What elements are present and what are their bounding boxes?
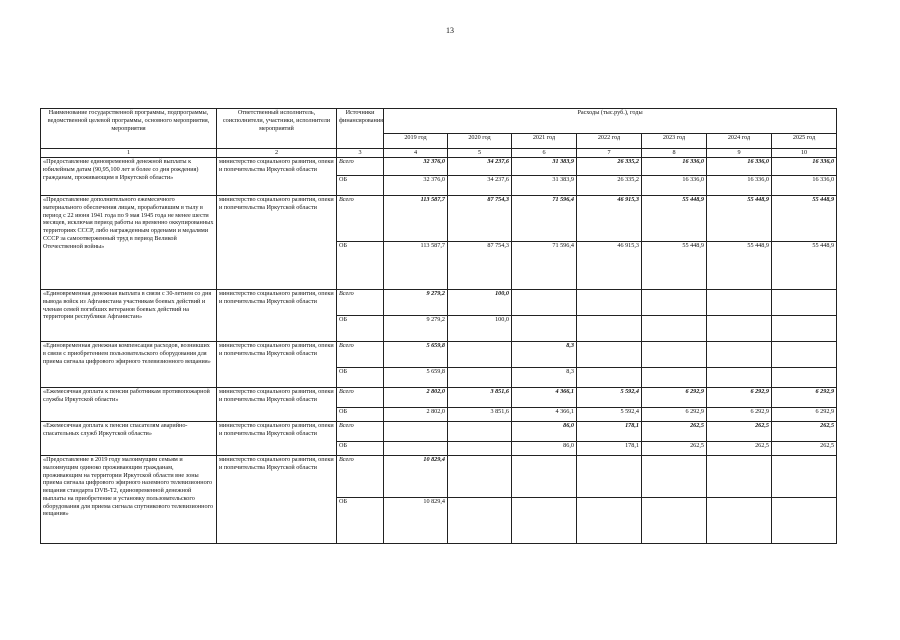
page-number: 13: [446, 26, 454, 35]
ob-value: [772, 316, 837, 342]
source-total-label: Всего: [337, 342, 384, 368]
header-column-number: 7: [577, 149, 642, 158]
total-value: [512, 456, 577, 498]
header-year: 2022 год: [577, 134, 642, 149]
total-value: 55 448,9: [772, 196, 837, 242]
ob-value: 4 366,1: [512, 408, 577, 422]
ob-value: [772, 368, 837, 388]
ob-value: 5 592,4: [577, 408, 642, 422]
total-value: 55 448,9: [707, 196, 772, 242]
ob-value: [384, 442, 448, 456]
ob-value: 262,5: [707, 442, 772, 456]
table-row: [41, 158, 837, 176]
table-row: [41, 388, 837, 408]
ob-value: 55 448,9: [642, 242, 707, 290]
total-value: 113 587,7: [384, 196, 448, 242]
total-value: 9 279,2: [384, 290, 448, 316]
total-value: [448, 456, 512, 498]
ob-value: 8,3: [512, 368, 577, 388]
header-year: 2021 год: [512, 134, 577, 149]
total-value: [577, 342, 642, 368]
total-value: [448, 342, 512, 368]
total-value: 2 802,0: [384, 388, 448, 408]
ob-value: 16 336,0: [642, 176, 707, 196]
total-value: 6 292,9: [772, 388, 837, 408]
total-value: [772, 456, 837, 498]
total-value: 10 829,4: [384, 456, 448, 498]
ob-value: 26 335,2: [577, 176, 642, 196]
source-ob-label: ОБ: [337, 316, 384, 342]
ob-value: [448, 498, 512, 544]
ob-value: 178,1: [577, 442, 642, 456]
total-value: [512, 290, 577, 316]
total-value: 262,5: [772, 422, 837, 442]
header-column-number: 9: [707, 149, 772, 158]
program-name: «Ежемесячная доплата к пенсии работникам противопожарной службы Иркутской области»: [41, 388, 217, 422]
ob-value: [642, 316, 707, 342]
total-value: 34 237,6: [448, 158, 512, 176]
total-value: 262,5: [707, 422, 772, 442]
ob-value: 6 292,9: [642, 408, 707, 422]
total-value: [707, 290, 772, 316]
ob-value: 6 292,9: [772, 408, 837, 422]
ob-value: [577, 368, 642, 388]
table-row: [41, 196, 837, 242]
header-program-name: Наименование государственной программы, подпрограммы, ведомственной целевой программы, основного мероприятия, мероприятия: [41, 109, 217, 149]
ob-value: 9 279,2: [384, 316, 448, 342]
total-value: [577, 290, 642, 316]
header-column-number: 4: [384, 149, 448, 158]
program-name: «Единовременная денежная компенсация расходов, возникших в связи с приобретением пользовательского оборудования для приема сигнала цифрового эфирного телевизионного вещания»: [41, 342, 217, 388]
source-total-label: Всего: [337, 290, 384, 316]
total-value: 4 366,1: [512, 388, 577, 408]
header-column-number: 2: [217, 149, 337, 158]
total-value: [707, 456, 772, 498]
ob-value: [707, 316, 772, 342]
ob-value: [642, 498, 707, 544]
header-executor: Ответственный исполнитель, соисполнители, участники, исполнители мероприятий: [217, 109, 337, 149]
total-value: 5 592,4: [577, 388, 642, 408]
executor: министерство социального развития, опеки и попечительства Иркутской области: [217, 196, 337, 290]
source-ob-label: ОБ: [337, 442, 384, 456]
ob-value: [512, 316, 577, 342]
ob-value: 262,5: [642, 442, 707, 456]
ob-value: 113 587,7: [384, 242, 448, 290]
header-expenses: Расходы (тыс.руб.), годы: [384, 109, 837, 134]
ob-value: 6 292,9: [707, 408, 772, 422]
source-total-label: Всего: [337, 388, 384, 408]
total-value: 6 292,9: [707, 388, 772, 408]
source-total-label: Всего: [337, 456, 384, 498]
total-value: 16 336,0: [772, 158, 837, 176]
ob-value: 2 802,0: [384, 408, 448, 422]
total-value: 8,3: [512, 342, 577, 368]
ob-value: 55 448,9: [772, 242, 837, 290]
ob-value: [642, 368, 707, 388]
source-ob-label: ОБ: [337, 176, 384, 196]
header-column-number: 5: [448, 149, 512, 158]
program-name: «Предоставление дополнительного ежемесячного материального обеспечения лицам, проработавшим в тылу в период с 22 июня 1941 года по 9 мая 1945 года не менее шести месяцев, исключая период работы на временно оккупированных территориях СССР, либо награжденным орденами и медалями СССР за самоотверженный труд в период Великой Отечественной войны»: [41, 196, 217, 290]
ob-value: [577, 498, 642, 544]
source-ob-label: ОБ: [337, 498, 384, 544]
total-value: 6 292,9: [642, 388, 707, 408]
source-ob-label: ОБ: [337, 408, 384, 422]
ob-value: 16 336,0: [707, 176, 772, 196]
source-ob-label: ОБ: [337, 242, 384, 290]
ob-value: [707, 498, 772, 544]
table-row: [41, 290, 837, 316]
program-name: «Предоставление в 2019 году малоимущим семьям и малоимущим одиноко проживающим гражданам, проживающим на территории Иркутской области вне зоны приема сигнала цифрового эфирного наземного телевизионного вещания стандарта DVB-T2, единовременной денежной выплаты на приобретение и установку пользовательского оборудования для приема сигнала спутникового телевизионного вещания»: [41, 456, 217, 544]
source-total-label: Всего: [337, 158, 384, 176]
header-column-number: 6: [512, 149, 577, 158]
total-value: 55 448,9: [642, 196, 707, 242]
total-value: [642, 290, 707, 316]
ob-value: 262,5: [772, 442, 837, 456]
total-value: [448, 422, 512, 442]
total-value: 31 383,9: [512, 158, 577, 176]
total-value: 16 336,0: [707, 158, 772, 176]
program-name: «Ежемесячная доплата к пенсии спасателям аварийно-спасательных служб Иркутской области»: [41, 422, 217, 456]
source-ob-label: ОБ: [337, 368, 384, 388]
total-value: [642, 342, 707, 368]
total-value: [384, 422, 448, 442]
total-value: 100,0: [448, 290, 512, 316]
ob-value: [577, 316, 642, 342]
ob-value: 16 336,0: [772, 176, 837, 196]
total-value: 16 336,0: [642, 158, 707, 176]
header-year: 2023 год: [642, 134, 707, 149]
ob-value: 87 754,3: [448, 242, 512, 290]
source-total-label: Всего: [337, 422, 384, 442]
ob-value: [772, 498, 837, 544]
ob-value: 46 915,3: [577, 242, 642, 290]
executor: министерство социального развития, опеки и попечительства Иркутской области: [217, 456, 337, 544]
header-column-number: 8: [642, 149, 707, 158]
ob-value: 71 596,4: [512, 242, 577, 290]
ob-value: [448, 442, 512, 456]
ob-value: 86,0: [512, 442, 577, 456]
header-column-number: 3: [337, 149, 384, 158]
header-year: 2024 год: [707, 134, 772, 149]
program-name: «Единовременная денежная выплата в связи с 30-летием со дня вывода войск из Афганистана участникам боевых действий и членам семей погибших ветеранов боевых действий на территории республики Афганистан»: [41, 290, 217, 342]
executor: министерство социального развития, опеки и попечительства Иркутской области: [217, 158, 337, 196]
executor: министерство социального развития, опеки и попечительства Иркутской области: [217, 290, 337, 342]
table-row: [41, 422, 837, 442]
total-value: 46 915,3: [577, 196, 642, 242]
total-value: [577, 456, 642, 498]
ob-value: 10 829,4: [384, 498, 448, 544]
total-value: 87 754,3: [448, 196, 512, 242]
budget-table: [40, 108, 837, 544]
ob-value: 34 237,6: [448, 176, 512, 196]
header-year: 2019 год: [384, 134, 448, 149]
header-year: 2025 год: [772, 134, 837, 149]
source-total-label: Всего: [337, 196, 384, 242]
executor: министерство социального развития, опеки и попечительства Иркутской области: [217, 422, 337, 456]
program-name: «Предоставление единовременной денежной выплаты к юбилейным датам (90,95,100 лет и более со дня рождения) гражданам, проживающим в Иркутской области»: [41, 158, 217, 196]
header-column-number: 10: [772, 149, 837, 158]
table-row: [41, 456, 837, 498]
total-value: 262,5: [642, 422, 707, 442]
total-value: [642, 456, 707, 498]
ob-value: [448, 368, 512, 388]
total-value: 3 851,6: [448, 388, 512, 408]
total-value: 5 659,8: [384, 342, 448, 368]
total-value: [707, 342, 772, 368]
executor: министерство социального развития, опеки и попечительства Иркутской области: [217, 342, 337, 388]
total-value: [772, 342, 837, 368]
ob-value: 5 659,8: [384, 368, 448, 388]
total-value: [772, 290, 837, 316]
ob-value: [707, 368, 772, 388]
total-value: 178,1: [577, 422, 642, 442]
total-value: 26 335,2: [577, 158, 642, 176]
total-value: 71 596,4: [512, 196, 577, 242]
executor: министерство социального развития, опеки и попечительства Иркутской области: [217, 388, 337, 422]
header-column-number: 1: [41, 149, 217, 158]
ob-value: [512, 498, 577, 544]
ob-value: 55 448,9: [707, 242, 772, 290]
header-year: 2020 год: [448, 134, 512, 149]
header-source: Источники финансирования: [337, 109, 384, 149]
ob-value: 100,0: [448, 316, 512, 342]
ob-value: 32 376,0: [384, 176, 448, 196]
total-value: 86,0: [512, 422, 577, 442]
ob-value: 31 383,9: [512, 176, 577, 196]
total-value: 32 376,0: [384, 158, 448, 176]
table-row: [41, 342, 837, 368]
ob-value: 3 851,6: [448, 408, 512, 422]
